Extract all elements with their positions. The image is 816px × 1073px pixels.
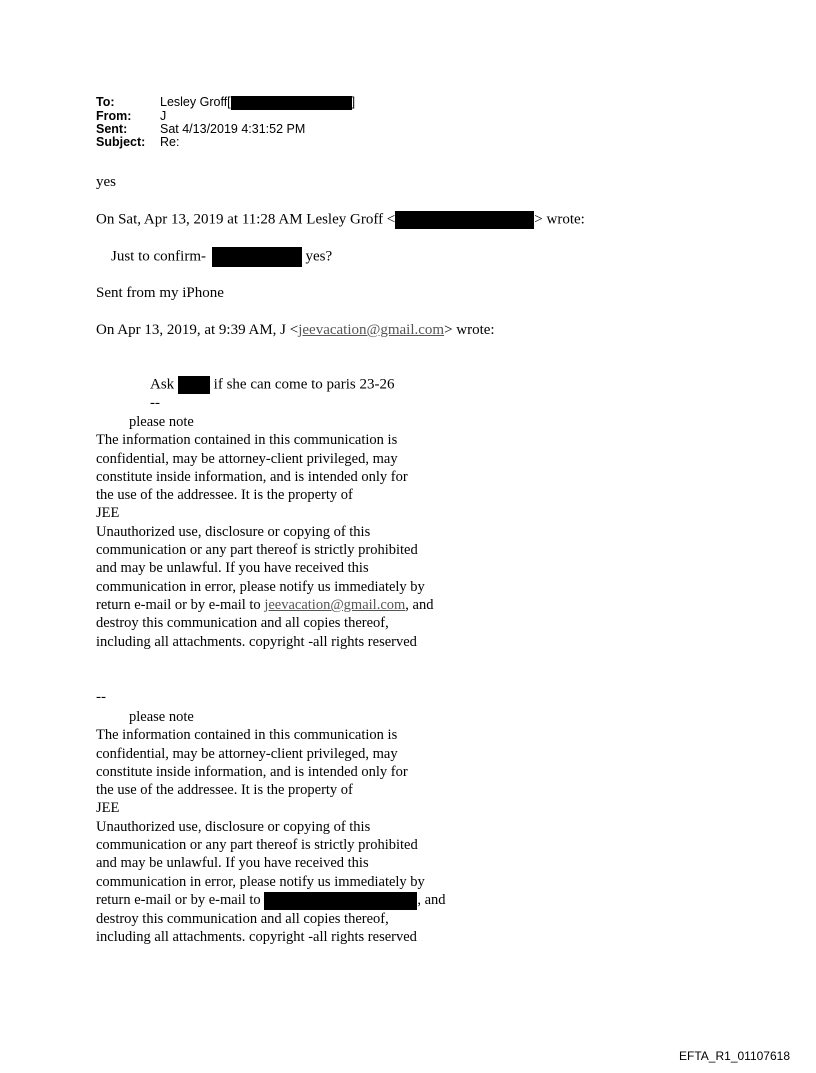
quote1-suffix: > wrote:: [534, 211, 585, 228]
notice-line: destroy this communication and all copies thereof,: [96, 910, 389, 927]
notice-line: JEE: [96, 800, 120, 817]
confirm-line: [111, 247, 332, 267]
separator-dashes: --: [150, 395, 160, 411]
notice-line: constitute inside information, and is intended only for: [96, 468, 408, 485]
notice-line: including all attachments. copyright -all rights reserved: [96, 928, 417, 945]
notice-line: communication in error, please notify us immediately by: [96, 578, 425, 595]
separator-dashes: --: [96, 689, 106, 705]
ask-prefix: Ask: [150, 376, 175, 393]
notice-line: confidential, may be attorney-client privileged, may: [96, 745, 398, 762]
notice-line: communication or any part thereof is strictly prohibited: [96, 837, 418, 854]
redaction-box: [212, 247, 302, 267]
notice-line: The information contained in this communication is: [96, 432, 398, 449]
notice-line: JEE: [96, 505, 120, 522]
to-label: To:: [96, 95, 115, 109]
notice-line: destroy this communication and all copies thereof,: [96, 615, 389, 632]
notice-line: constitute inside information, and is intended only for: [96, 763, 408, 780]
subject-value: Re:: [160, 135, 180, 149]
redaction-box: [178, 376, 210, 394]
ask-suffix: if she can come to paris 23-26: [213, 376, 395, 393]
quote2-suffix: > wrote:: [444, 322, 495, 338]
notice-line: the use of the addressee. It is the property of: [96, 487, 353, 504]
signature-line: Sent from my iPhone: [96, 285, 224, 301]
redaction-box: [231, 96, 352, 110]
confidentiality-notice-1: [96, 413, 433, 651]
sent-label: Sent:: [96, 122, 128, 136]
from-value: J: [160, 109, 167, 123]
sent-value: Sat 4/13/2019 4:31:52 PM: [160, 122, 306, 136]
bates-number: EFTA_R1_01107618: [679, 1049, 790, 1063]
please-note: please note: [129, 709, 194, 725]
quote1-prefix: On Sat, Apr 13, 2019 at 11:28 AM Lesley Groff <: [96, 211, 396, 228]
confirm-suffix: yes?: [305, 248, 333, 265]
notice-line: Unauthorized use, disclosure or copying of this: [96, 818, 371, 835]
notice-line: [96, 891, 446, 910]
notice-line: the use of the addressee. It is the property of: [96, 782, 353, 799]
email-link[interactable]: jeevacation@gmail.com: [264, 596, 406, 613]
confidentiality-notice-2: [96, 708, 446, 946]
notice-line: confidential, may be attorney-client privileged, may: [96, 450, 398, 467]
line10-suffix: , and: [417, 891, 446, 908]
to-value: Lesley Groff[: [160, 95, 231, 109]
please-note: please note: [129, 414, 194, 430]
line10-prefix: return e-mail or by e-mail to: [96, 596, 261, 613]
quote-header-2: [96, 322, 495, 339]
reply-text: yes: [96, 174, 116, 190]
notice-line: communication or any part thereof is strictly prohibited: [96, 542, 418, 559]
email-link[interactable]: jeevacation@gmail.com: [298, 322, 445, 338]
from-label: From:: [96, 109, 132, 123]
subject-row: [96, 136, 355, 149]
notice-line: including all attachments. copyright -all rights reserved: [96, 633, 417, 650]
quote-header-1: [96, 211, 585, 229]
notice-line: Unauthorized use, disclosure or copying of this: [96, 523, 371, 540]
redaction-box: [264, 892, 417, 910]
notice-line: The information contained in this communication is: [96, 727, 398, 744]
notice-line: communication in error, please notify us immediately by: [96, 873, 425, 890]
redaction-box: [395, 211, 534, 229]
confirm-prefix: Just to confirm-: [111, 248, 206, 265]
notice-line: and may be unlawful. If you have received this: [96, 560, 369, 577]
ask-line: [150, 376, 394, 394]
to-row: [96, 96, 355, 110]
quote2-prefix: On Apr 13, 2019, at 9:39 AM, J <: [96, 322, 299, 338]
line10-prefix: return e-mail or by e-mail to: [96, 891, 261, 908]
to-close: ]: [351, 95, 356, 109]
email-header: [96, 96, 355, 149]
subject-label: Subject:: [96, 135, 146, 149]
line10-suffix: , and: [405, 596, 434, 613]
notice-line: and may be unlawful. If you have received this: [96, 855, 369, 872]
notice-line: [96, 596, 433, 614]
